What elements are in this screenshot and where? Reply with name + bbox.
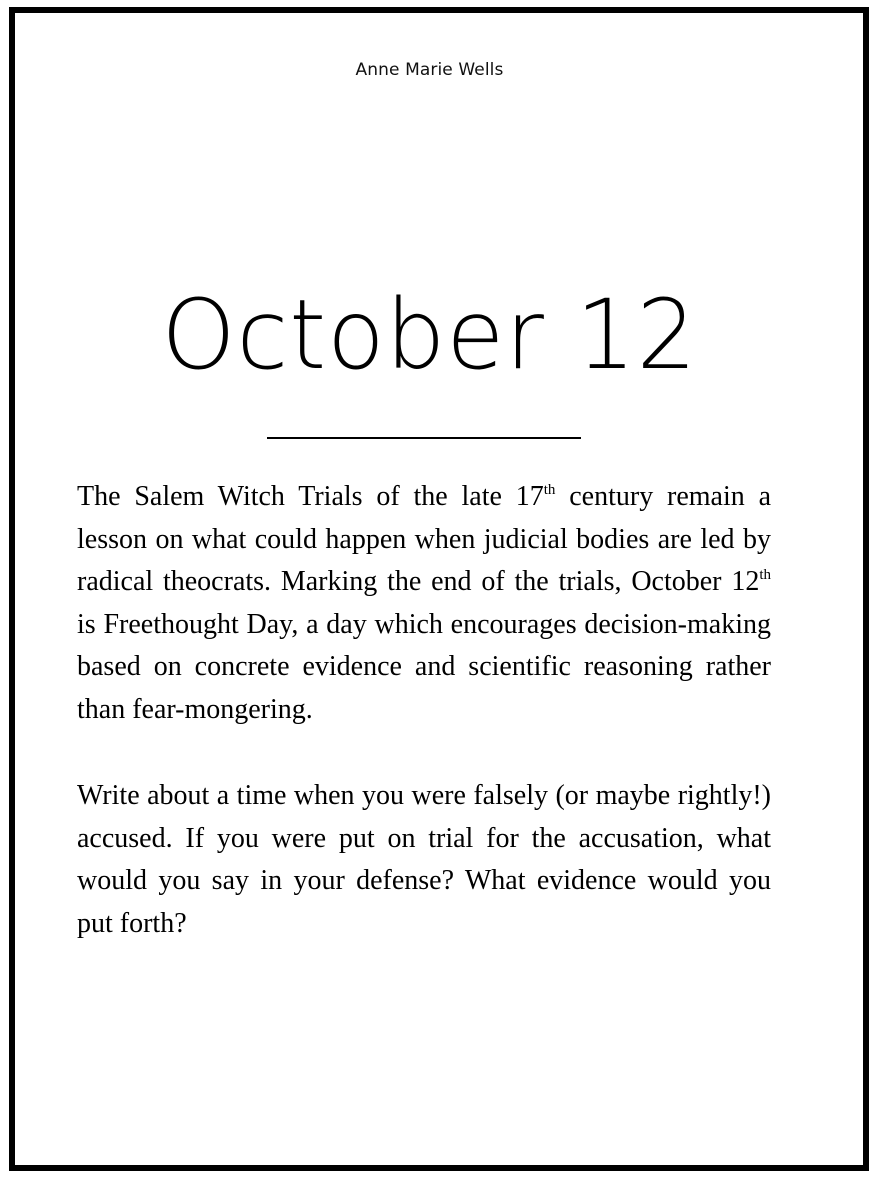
prompt-paragraph: Write about a time when you were falsely (or maybe rightly!) accused. If you were put on trial for the accusation, what would you say in your defense? What evidence would you put forth? xyxy=(77,780,771,939)
page-title: October 12 xyxy=(161,279,698,391)
author-name: Anne Marie Wells xyxy=(355,60,504,80)
page-frame xyxy=(9,7,869,1171)
intro-text-1: The Salem Witch Trials of the late 17 xyxy=(77,481,544,512)
intro-text-3: is Freethought Day, a day which encourages decision-making based on concrete evidence and scientific reasoning rather than fear-mongering. xyxy=(77,608,771,725)
intro-text-2: century remain a lesson on what could happen when judicial bodies are led by radical theocrats. Marking the end of the trials, October 12 xyxy=(77,481,771,597)
ordinal-suffix: th xyxy=(759,567,771,583)
title-divider xyxy=(267,437,581,439)
ordinal-suffix: th xyxy=(543,482,556,498)
intro-paragraph xyxy=(77,476,771,731)
